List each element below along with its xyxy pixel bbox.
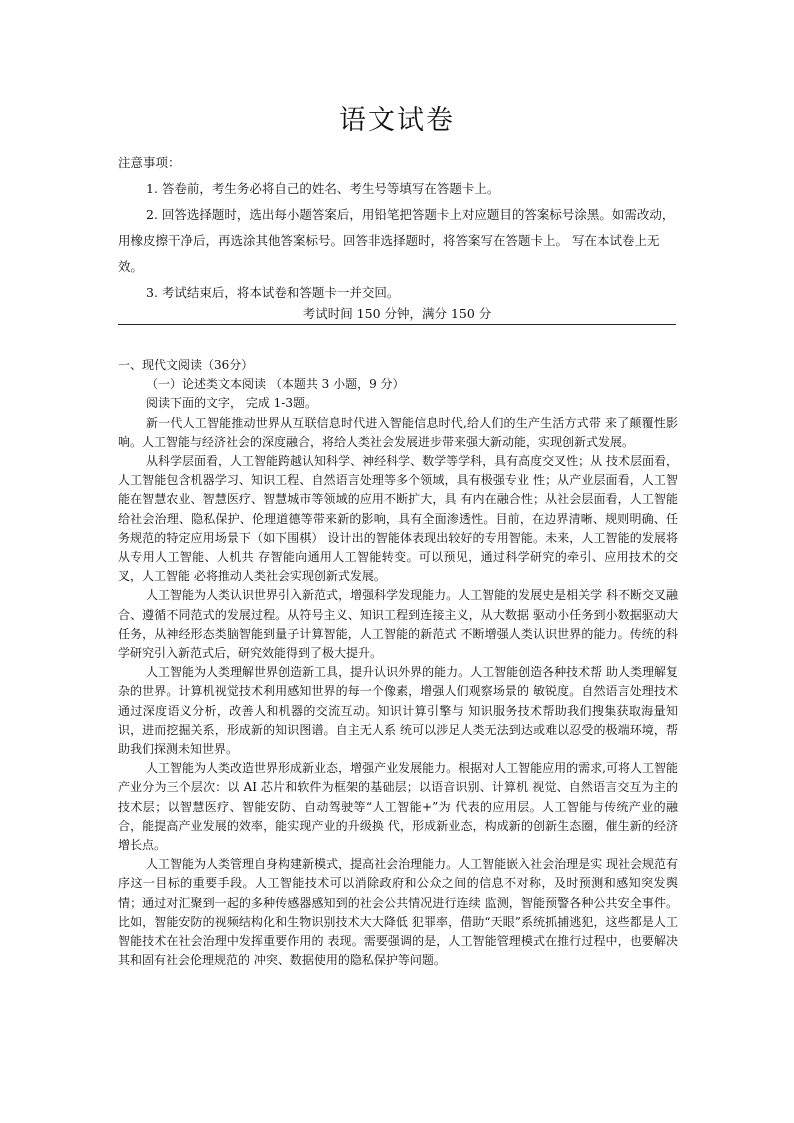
passage-paragraph: 人工智能为人类管理自身构建新模式，提高社会治理能力。人工智能嵌入社会治理是实 现社会规范有序这一目标的重要手段。人工智能技术可以消除政府和公众之间的信息不对称，及时预测和感知突发舆情；通过对汇聚到一起的多种传感器感知到的社会公共情况进行连续 监测，智能预警各种公共安全事件。比如，智能安防的视频结构化和生物识别技术大大降低 犯罪率，借助“天眼”系统抓捕逃犯，这些都是人工智能技术在社会治理中发挥重要作用的 表现。需要强调的是，人工智能管理模式在推行过程中，也要解决其和固有社会伦理规范的 冲突、数据使用的隐私保护等问题。: [118, 857, 678, 968]
passage-paragraph: 人工智能为人类认识世界引入新范式，增强科学发现能力。人工智能的发展史是相关学 科不断交叉融合、遵循不同范式的发展过程。从符号主义、知识工程到连接主义，从大数据 驱动小任务到小数据驱动大任务，从神经形态类脑智能到量子计算智能，人工智能的新范式 不断增强人类认识世界的能力。传统的科学研究引入新范式后，研究效能得到了极大提升。: [118, 588, 678, 661]
note-item: 1. 答卷前，考生务必将自己的姓名、考生号等填写在答题卡上。: [146, 181, 500, 196]
section-heading: 一、现代文阅读（36分）: [118, 358, 254, 372]
horizontal-divider: [118, 324, 676, 325]
subsection-heading: （一）论述类文本阅读 （本题共 3 小题，9 分）: [146, 377, 405, 392]
notes-block: [118, 150, 678, 306]
passage-paragraph: 新一代人工智能推动世界从互联信息时代进入智能信息时代,给人们的生产生活方式带 来了颠覆性影响。人工智能与经济社会的深度融合，将给人类社会发展进步带来强大新动能，实现创新式发展。: [118, 415, 678, 449]
notes-heading: 注意事项：: [118, 155, 181, 170]
instruction-line: 阅读下面的文字， 完成 1-3题。: [146, 396, 317, 411]
note-item: 2. 回答选择题时，选出每小题答案后，用铅笔把答题卡上对应题目的答案标号涂黑。如需改动，用橡皮擦干净后，再选涂其他答案标号。回答非选择题时，将答案写在答题卡上。 写在本试卷上无效。: [118, 207, 675, 274]
passage-paragraph: 人工智能为人类理解世界创造新工具，提升认识外界的能力。人工智能创造各种技术帮 助人类理解复杂的世界。计算机视觉技术利用感知世界的每一个像素，增强人们观察场景的 敏锐度。自然语言处理技术通过深度语义分析，改善人和机器的交流互动。知识计算引擎与 知识服务技术帮助我们搜集获取海量知识，进而挖掘关系，形成新的知识图谱。自主无人系 统可以涉足人类无法到达或难以忍受的极端环境，帮助我们探测未知世界。: [118, 665, 678, 757]
passage-paragraph: 人工智能为人类改造世界形成新业态，增强产业发展能力。根据对人工智能应用的需求,可将人工智能产业分为三个层次：以 AI 芯片和软件为框架的基础层；以语音识别、计算机 视觉、自然语言交互为主的技术层；以智慧医疗、智能安防、自动驾驶等“人工智能+”为 代表的应用层。人工智能与传统产业的融合，能提高产业发展的效率，能实现产业的升级换 代，形成新业态，构成新的创新生态圈，催生新的经济增长点。: [118, 761, 678, 853]
note-item: 3. 考试结束后，将本试卷和答题卡一并交回。: [146, 285, 400, 300]
passage-paragraph: 从科学层面看，人工智能跨越认知科学、神经科学、数学等学科，具有高度交叉性；从 技术层面看，人工智能包含机器学习、知识工程、自然语言处理等多个领域，具有极强专业 性；从产业层面看，人工智能在智慧农业、智慧医疗、智慧城市等领域的应用不断扩大，具 有内在融合性；从社会层面看，人工智能给社会治理、隐私保护、伦理道德等带来新的影响，具有全面渗透性。目前，在边界清晰、规则明确、任务规范的特定应用场景下（如下围棋） 设计出的智能体表现出较好的专用智能。未来，人工智能的发展将从专用人工智能、人机共 存智能向通用人工智能转变。可以预见，通过科学研究的牵引、应用技术的交叉，人工智能 必将推动人类社会实现创新式发展。: [118, 454, 678, 584]
exam-time-line: 考试时间 150 分钟，满分 150 分: [302, 306, 492, 321]
reading-passage: [118, 356, 678, 971]
page-title: 语文试卷: [339, 105, 455, 136]
